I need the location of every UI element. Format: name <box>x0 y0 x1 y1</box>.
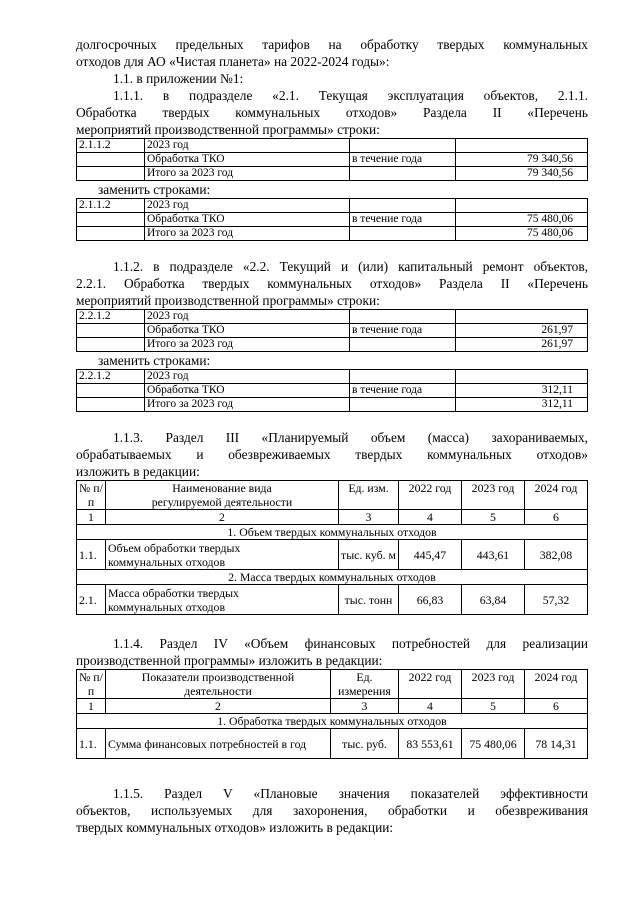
cell <box>77 153 145 167</box>
table-row <box>77 729 588 759</box>
cell <box>77 398 145 412</box>
cell: 382,08 <box>525 540 588 570</box>
col-header: № п/п <box>77 481 106 510</box>
sec-1-1-4-line-a: 1.1.4. Раздел IV «Объем финансовых потребностей для реализации <box>113 636 588 651</box>
cell: 2 <box>106 510 339 525</box>
cell: Обработка ТКО <box>145 213 350 227</box>
table-2-2-1-old <box>76 309 588 352</box>
cell: Итого за 2023 год <box>145 167 350 181</box>
cell <box>77 324 145 338</box>
table-row <box>77 510 588 525</box>
cell: Объем обработки твердых коммунальных отходов <box>106 540 339 570</box>
item-1-1-1-line-a: 1.1.1. в подразделе «2.1. Текущая эксплуатация объектов, 2.1.1. <box>113 88 588 103</box>
sec-1-1-2-line-b: 2.2.1. Обработка твердых коммунальных отходов» Раздела II «Перечень <box>76 276 588 291</box>
cell: Сумма финансовых потребностей в год <box>106 729 331 759</box>
col-header: Наименование вида регулируемой деятельности <box>106 481 339 510</box>
group-label: 2. Масса твердых коммунальных отходов <box>77 570 588 585</box>
intro-line-1: долгосрочных предельных тарифов на обработку твердых коммунальных <box>76 37 588 52</box>
cell <box>456 370 588 384</box>
cell: Итого за 2023 год <box>145 398 350 412</box>
col-header: Показатели производственной деятельности <box>106 670 331 699</box>
table-header-row <box>77 670 588 699</box>
col-header: Ед. измерения <box>331 670 399 699</box>
cell: Масса обработки твердых коммунальных отходов <box>106 585 339 615</box>
cell: Обработка ТКО <box>145 324 350 338</box>
intro-line-2: отходов для АО «Чистая планета» на 2022-2024 годы»: <box>76 54 390 69</box>
cell: 57,32 <box>525 585 588 615</box>
col-header: 2023 год <box>462 481 525 510</box>
table-row <box>77 153 588 167</box>
cell: 78 14,31 <box>525 729 588 759</box>
sec-1-1-5-line-c: твердых коммунальных отходов» изложить в редакции: <box>76 820 394 835</box>
cell: 79 340,56 <box>456 153 588 167</box>
cell: 1.1. <box>77 540 106 570</box>
cell: 261,97 <box>456 338 588 352</box>
item-1-1-1-line-c: мероприятий производственной программы» строки: <box>76 122 380 137</box>
sec-1-1-2-line-c: мероприятий производственной программы» строки: <box>76 293 380 308</box>
cell: 63,84 <box>462 585 525 615</box>
table-row <box>77 227 588 241</box>
cell: 2 <box>106 699 331 714</box>
cell: 75 480,06 <box>462 729 525 759</box>
cell: 75 480,06 <box>456 227 588 241</box>
table-row <box>77 370 588 384</box>
cell: 2.2.1.2 <box>77 310 145 324</box>
cell: 6 <box>525 510 588 525</box>
item-1-1-1-line-b: Обработка твердых коммунальных отходов» Раздела II «Перечень <box>76 105 588 120</box>
col-header: Ед. изм. <box>339 481 399 510</box>
table-section-iii <box>76 480 588 615</box>
cell: в течение года <box>350 153 456 167</box>
cell <box>350 338 456 352</box>
col-header: 2022 год <box>399 670 462 699</box>
sec-1-1-2-line-a: 1.1.2. в подразделе «2.2. Текущий и (или) капитальный ремонт объектов, <box>113 259 588 274</box>
col-header: 2022 год <box>399 481 462 510</box>
cell: 2.1.1.2 <box>77 199 145 213</box>
cell: в течение года <box>350 384 456 398</box>
cell: в течение года <box>350 324 456 338</box>
cell: 6 <box>525 699 588 714</box>
cell <box>456 199 588 213</box>
document-page <box>76 36 588 836</box>
cell: 66,83 <box>399 585 462 615</box>
cell <box>350 199 456 213</box>
cell: тыс. руб. <box>331 729 399 759</box>
table-row <box>77 139 588 153</box>
cell <box>350 398 456 412</box>
cell: 4 <box>399 699 462 714</box>
table-2-1-1-new <box>76 198 588 241</box>
table-row <box>77 384 588 398</box>
cell: 443,61 <box>462 540 525 570</box>
cell: 75 480,06 <box>456 213 588 227</box>
cell: 2023 год <box>145 310 350 324</box>
sec-1-1-3-line-c: изложить в редакции: <box>76 464 200 479</box>
cell: в течение года <box>350 213 456 227</box>
table-row <box>77 338 588 352</box>
cell: 312,11 <box>456 384 588 398</box>
cell: 2.2.1.2 <box>77 370 145 384</box>
replace-label-2: заменить строками: <box>98 353 211 368</box>
cell: 2.1.1.2 <box>77 139 145 153</box>
col-header: 2023 год <box>462 670 525 699</box>
cell <box>456 310 588 324</box>
table-group-row <box>77 525 588 540</box>
cell <box>77 338 145 352</box>
cell: 1.1. <box>77 729 106 759</box>
cell <box>77 167 145 181</box>
cell: 83 553,61 <box>399 729 462 759</box>
cell: 5 <box>462 699 525 714</box>
cell: 261,97 <box>456 324 588 338</box>
cell: 79 340,56 <box>456 167 588 181</box>
table-row <box>77 310 588 324</box>
table-row <box>77 398 588 412</box>
cell <box>77 213 145 227</box>
cell: 2023 год <box>145 139 350 153</box>
table-header-row <box>77 481 588 510</box>
cell: 445,47 <box>399 540 462 570</box>
table-2-2-1-new <box>76 369 588 412</box>
table-row <box>77 699 588 714</box>
table-row <box>77 213 588 227</box>
cell: 3 <box>339 510 399 525</box>
table-row <box>77 585 588 615</box>
col-header: № п/п <box>77 670 106 699</box>
table-row <box>77 324 588 338</box>
group-label: 1. Обработка твердых коммунальных отходов <box>77 714 588 729</box>
sec-1-1-3-line-a: 1.1.3. Раздел III «Планируемый объем (масса) захораниваемых, <box>113 430 588 445</box>
cell: 312,11 <box>456 398 588 412</box>
cell <box>77 384 145 398</box>
cell <box>350 370 456 384</box>
cell <box>350 310 456 324</box>
col-header: 2024 год <box>525 670 588 699</box>
cell <box>77 227 145 241</box>
cell: Обработка ТКО <box>145 384 350 398</box>
sec-1-1-5-line-a: 1.1.5. Раздел V «Плановые значения показателей эффективности <box>113 786 588 801</box>
cell: тыс. куб. м <box>339 540 399 570</box>
sec-1-1-4-line-b: производственной программы» изложить в редакции: <box>76 653 383 668</box>
table-row <box>77 540 588 570</box>
cell: 5 <box>462 510 525 525</box>
cell <box>350 227 456 241</box>
cell: Обработка ТКО <box>145 153 350 167</box>
cell <box>456 139 588 153</box>
cell: 3 <box>331 699 399 714</box>
replace-label-1: заменить строками: <box>98 182 211 197</box>
cell: Итого за 2023 год <box>145 227 350 241</box>
cell: 1 <box>77 699 106 714</box>
item-1-1: 1.1. в приложении №1: <box>113 71 244 86</box>
col-header: 2024 год <box>525 481 588 510</box>
cell <box>350 167 456 181</box>
table-section-iv <box>76 669 588 759</box>
table-group-row <box>77 570 588 585</box>
cell: 1 <box>77 510 106 525</box>
sec-1-1-5-line-b: объектов, используемых для захоронения, обработки и обезвреживания <box>76 803 588 818</box>
cell: 2.1. <box>77 585 106 615</box>
table-group-row <box>77 714 588 729</box>
table-row <box>77 199 588 213</box>
group-label: 1. Объем твердых коммунальных отходов <box>77 525 588 540</box>
cell: 2023 год <box>145 199 350 213</box>
cell <box>350 139 456 153</box>
table-2-1-1-old <box>76 138 588 181</box>
cell: 2023 год <box>145 370 350 384</box>
cell: Итого за 2023 год <box>145 338 350 352</box>
table-row <box>77 167 588 181</box>
cell: тыс. тонн <box>339 585 399 615</box>
sec-1-1-3-line-b: обрабатываемых и обезвреживаемых твердых коммунальных отходов» <box>76 447 588 462</box>
cell: 4 <box>399 510 462 525</box>
